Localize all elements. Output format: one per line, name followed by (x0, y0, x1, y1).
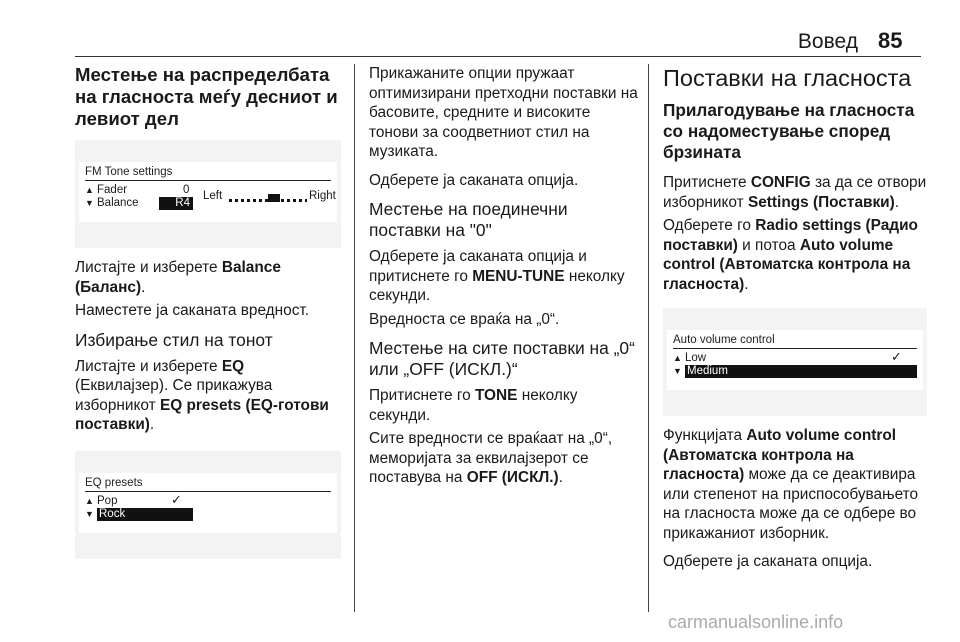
balance-right-label: Right (309, 190, 336, 202)
paragraph-function-info (663, 426, 927, 543)
text: неколку секунди. (369, 387, 578, 424)
text: Притиснете го (369, 387, 475, 404)
eq-presets-screenshot (75, 451, 341, 559)
text: . (744, 275, 749, 293)
paragraph-select-option: Одберете ја саканата опција. (663, 553, 873, 570)
text: Сите вредности се враќаат на „0“, меморијата за еквилајзерот се поставува на (369, 430, 613, 486)
balance-value-highlight (159, 197, 193, 210)
item-label: Pop (97, 494, 118, 507)
text: . (149, 416, 155, 433)
checkmark-icon: ✓ (891, 349, 902, 364)
bold-text: EQ presets (EQ-готови поставки) (75, 396, 329, 433)
heading-all-reset: Местење на сите поставки на „0“ или „OFF (ИСКЛ.)“ (369, 338, 635, 379)
caret-down-icon: ▼ (673, 366, 682, 376)
screen-title: Auto volume control (673, 334, 775, 346)
caret-up-icon: ▲ (673, 353, 682, 363)
fm-tone-screenshot (75, 140, 341, 248)
fader-row (85, 184, 127, 197)
text: и потоа (737, 236, 800, 254)
caret-down-icon: ▼ (85, 198, 94, 208)
eq-item-pop (85, 495, 117, 508)
eq-item-rock-highlight (97, 508, 193, 521)
text: Листајте и изберете (75, 357, 222, 375)
paragraph-presets-info: Прикажаните опции пружаат оптимизирани претходни поставки на басовите, средните и високите тонови за соодветниот стил на музиката. (369, 65, 638, 160)
text: Функцијата (663, 427, 747, 444)
fm-tone-screen (79, 162, 337, 222)
fader-value: 0 (183, 184, 190, 196)
balance-value: R4 (175, 197, 190, 209)
auto-volume-screen (667, 330, 923, 390)
paragraph-press-config (663, 173, 927, 212)
paragraph-balance-select (75, 258, 341, 297)
balance-left-label: Left (203, 190, 223, 202)
heading-single-reset: Местење на поединечни поставки на "0" (369, 199, 568, 240)
bold-text: TONE (474, 387, 518, 404)
balance-row (85, 197, 139, 210)
item-label: Rock (99, 507, 126, 520)
screen-title-rule (85, 180, 331, 181)
balance-slider (227, 190, 307, 204)
bold-text: Radio settings (Радио поставки) (663, 217, 918, 254)
column-divider-2 (648, 64, 649, 612)
text: Одберете го (663, 217, 756, 234)
page-number: 85 (878, 28, 903, 53)
paragraph-select-radio-settings (663, 216, 927, 294)
column-divider-1 (354, 64, 355, 612)
header-rule (75, 56, 921, 57)
paragraph-eq-select (75, 357, 341, 435)
av-item-medium-highlight (685, 365, 917, 378)
item-label: Low (685, 352, 707, 364)
text: Одберете ја саканата опција и притиснете го (369, 248, 587, 285)
bold-text: OFF (ИСКЛ.) (466, 469, 559, 486)
bold-text: Auto volume control (Автоматска контрола на гласноста) (663, 427, 897, 483)
screen-title-rule (85, 491, 331, 492)
bold-text: MENU-TUNE (472, 267, 565, 285)
text: Листајте и изберете (75, 259, 222, 276)
fader-label: Fader (97, 184, 128, 196)
checkmark-icon: ✓ (171, 491, 182, 507)
screen-title: FM Tone settings (85, 166, 173, 178)
heading-tone-style: Избирање стил на тонот (75, 329, 273, 350)
bold-text: Auto volume control (Автоматска контрола на гласноста) (663, 236, 911, 293)
heading-speed-compensation: Прилагодување на гласноста со надоместување според брзината (663, 100, 915, 162)
bold-text: CONFIG (750, 174, 811, 191)
screen-title-rule (673, 348, 917, 349)
bold-text: Settings (Поставки) (747, 193, 895, 211)
av-item-low (673, 352, 706, 365)
heading-balance: Местење на распределбата на гласноста меѓу десниот и левиот дел (75, 64, 338, 129)
bold-text: EQ (221, 357, 245, 375)
text: Притиснете (663, 174, 751, 191)
column-1 (75, 64, 341, 569)
text: може да се деактивира или степенот на приспособувањето на гласноста може да се одбере во прикажаниот изборник. (663, 466, 919, 542)
text: . (141, 278, 146, 296)
heading-volume-settings: Поставки на гласноста (663, 65, 912, 91)
column-2 (369, 64, 639, 497)
text: (Еквилајзер). Се прикажува изборникот (75, 377, 273, 414)
balance-label: Balance (97, 197, 139, 209)
bold-text: Balance (Баланс) (75, 259, 281, 296)
watermark: carmanualsonline.info (668, 612, 844, 632)
screen-title: EQ presets (85, 476, 143, 489)
section-title: Вовед (797, 30, 858, 53)
paragraph-all-values-return (369, 429, 639, 488)
paragraph-single-reset (369, 247, 639, 306)
text: за да се отвори изборникот (663, 174, 927, 211)
paragraph-value-returns: Вредноста се враќа на „0“. (369, 310, 560, 328)
caret-down-icon: ▼ (85, 508, 94, 519)
paragraph-press-tone (369, 386, 639, 425)
paragraph-balance-adjust: Наместете ја саканата вредност. (75, 302, 310, 319)
text: . (558, 469, 563, 486)
text: неколку секунди. (369, 267, 625, 304)
caret-up-icon: ▲ (85, 185, 94, 195)
running-head (0, 28, 960, 58)
eq-presets-screen (79, 473, 337, 533)
caret-up-icon: ▲ (85, 495, 94, 506)
paragraph-select-option: Одберете ја саканата опција. (369, 171, 579, 189)
balance-slider-marker (268, 194, 280, 202)
column-3 (663, 64, 927, 581)
item-label: Medium (687, 365, 728, 377)
auto-volume-screenshot (663, 308, 927, 416)
text: . (894, 193, 900, 211)
